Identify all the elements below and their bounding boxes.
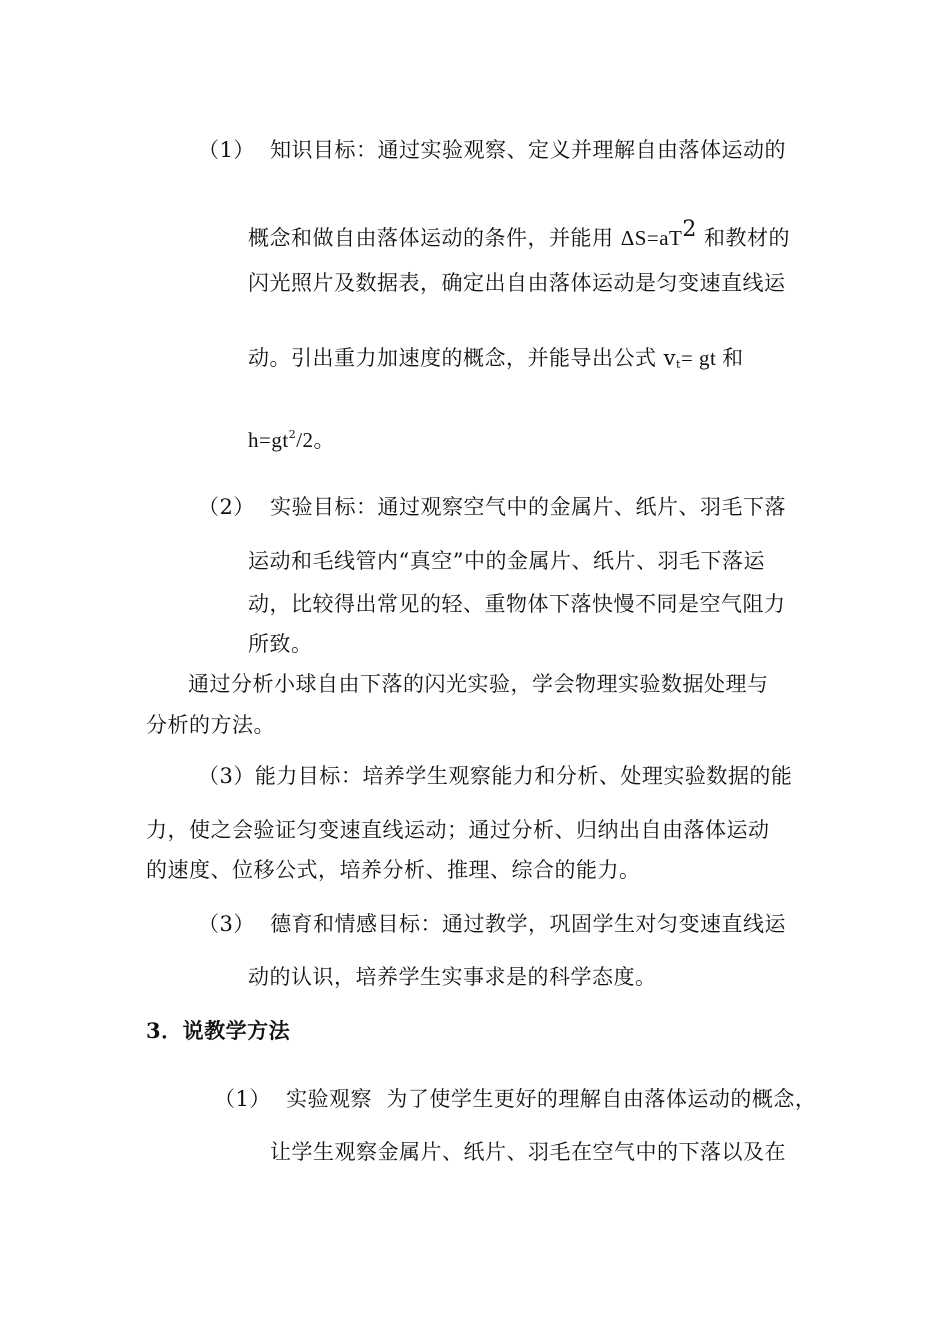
item1-label: （1） <box>198 138 255 162</box>
item1-line1 <box>198 136 786 164</box>
item1-line3: 闪光照片及数据表，确定出自由落体运动是匀变速直线运 <box>248 271 786 295</box>
item2-line3: 动，比较得出常见的轻、重物体下落快慢不同是空气阻力 <box>248 592 786 616</box>
item1-text: 知识目标：通过实验观察、定义并理解自由落体运动的 <box>270 138 787 162</box>
item1-line5: $h=gt^2/2$。 <box>248 428 336 452</box>
item2-label: （2） <box>198 495 255 519</box>
paragraph-line2: 分析的方法。 <box>146 713 275 737</box>
item1-line2: 概念和做自由落体运动的条件，并能用 $\Delta S=aT^2$ 和教材的 <box>248 217 791 250</box>
section3-item1-line1: （1） 实验观察 为了使学生更好的理解自由落体运动的概念， <box>214 1087 817 1111</box>
item2-line4: 所致。 <box>248 632 313 656</box>
formula-delta-s: ΔS=aT <box>620 226 683 250</box>
item1-line4: 动。引出重力加速度的概念，并能导出公式 $v_t=$ gt 和 <box>248 346 744 371</box>
section3-item1-label: （1） <box>214 1087 271 1111</box>
section3-item1-line2: 让学生观察金属片、纸片、羽毛在空气中的下落以及在 <box>270 1140 786 1164</box>
item4-label: （3） <box>198 912 255 936</box>
item3-line3: 的速度、位移公式，培养分析、推理、综合的能力。 <box>146 858 641 882</box>
item4-line1: （3） 德育和情感目标：通过教学，巩固学生对匀变速直线运 <box>198 912 787 936</box>
item2-line2: 运动和毛线管内“真空”中的金属片、纸片、羽毛下落运 <box>248 549 765 573</box>
item3-line2: 力，使之会验证匀变速直线运动；通过分析、归纳出自由落体运动 <box>146 818 770 842</box>
item3-line1: （3）能力目标：培养学生观察能力和分析、处理实验数据的能 <box>198 764 793 788</box>
item4-line2: 动的认识，培养学生实事求是的科学态度。 <box>248 965 657 989</box>
paragraph-line1: 通过分析小球自由下落的闪光实验，学会物理实验数据处理与 <box>188 672 769 696</box>
section3-heading: 3．说教学方法 <box>146 1018 291 1043</box>
item2-line1: （2） 实验目标：通过观察空气中的金属片、纸片、羽毛下落 <box>198 495 787 519</box>
